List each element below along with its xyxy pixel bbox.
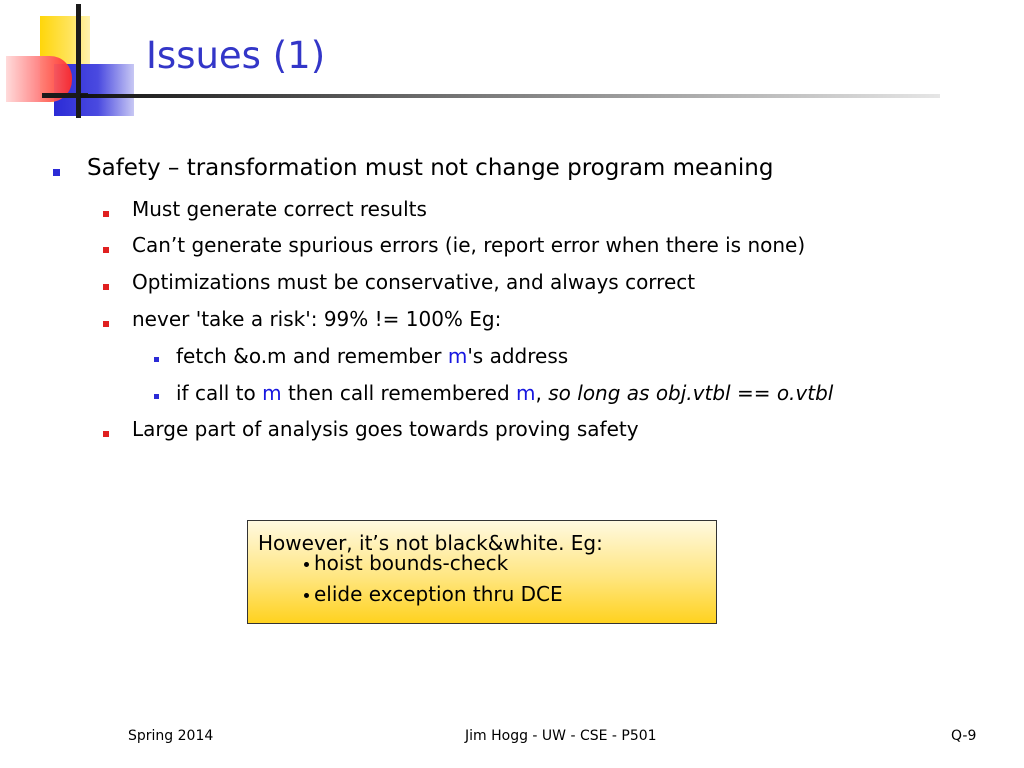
bullet-marker-level2 bbox=[103, 247, 109, 253]
bullet-marker-level3 bbox=[154, 394, 159, 399]
text-segment: 's address bbox=[467, 344, 569, 368]
highlight-m: m bbox=[447, 344, 468, 368]
bullet-safety: Safety – transformation must not change program meaning bbox=[87, 155, 774, 181]
text-segment: then call remembered bbox=[281, 381, 517, 405]
callout-bullet-dot bbox=[304, 593, 309, 598]
bullet-conservative: Optimizations must be conservative, and always correct bbox=[132, 270, 696, 294]
footer-page-number: Q-9 bbox=[951, 728, 977, 744]
footer-author: Jim Hogg - UW - CSE - P501 bbox=[465, 728, 657, 744]
text-segment: fetch &o.m and remember bbox=[176, 344, 448, 368]
slide-title: Issues (1) bbox=[146, 34, 326, 77]
bullet-marker-level2 bbox=[103, 321, 109, 327]
bullet-correct-results: Must generate correct results bbox=[132, 197, 427, 221]
callout-heading: However, it’s not black&white. Eg: bbox=[258, 531, 603, 555]
text-segment: , bbox=[535, 381, 542, 405]
bullet-take-a-risk: never 'take a risk': 99% != 100% Eg: bbox=[132, 307, 502, 331]
callout-item-hoist: hoist bounds-check bbox=[314, 551, 509, 575]
bullet-call-remembered bbox=[176, 381, 833, 405]
bullet-marker-level2 bbox=[103, 284, 109, 290]
decorative-logo bbox=[0, 0, 140, 130]
bullet-marker-level2 bbox=[103, 431, 109, 437]
bullet-proving-safety: Large part of analysis goes towards proving safety bbox=[132, 417, 639, 441]
bullet-marker-level1 bbox=[53, 169, 60, 176]
bullet-spurious-errors: Can’t generate spurious errors (ie, report error when there is none) bbox=[132, 233, 806, 257]
bullet-fetch-address bbox=[176, 344, 568, 368]
italic-condition: so long as obj.vtbl == o.vtbl bbox=[541, 381, 834, 405]
callout-item-elide: elide exception thru DCE bbox=[314, 582, 563, 606]
callout-bullet-dot bbox=[304, 562, 309, 567]
bullet-marker-level2 bbox=[103, 211, 109, 217]
text-segment: if call to bbox=[176, 381, 263, 405]
highlight-m: m bbox=[262, 381, 282, 405]
callout-box bbox=[247, 520, 717, 624]
logo-vertical-line bbox=[76, 4, 81, 118]
highlight-m: m bbox=[516, 381, 536, 405]
title-underline bbox=[80, 94, 940, 98]
footer-date: Spring 2014 bbox=[128, 728, 214, 744]
bullet-marker-level3 bbox=[154, 357, 159, 362]
